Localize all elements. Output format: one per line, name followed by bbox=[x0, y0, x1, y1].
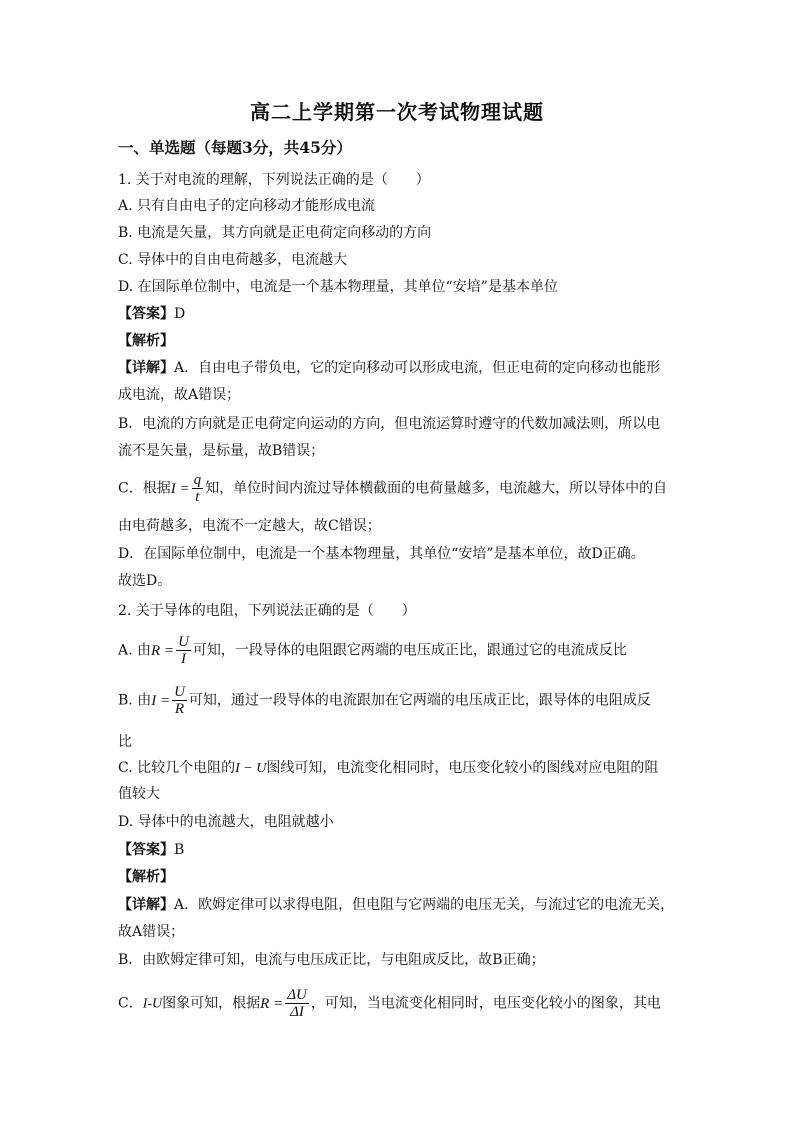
question-1-stem: 1. 关于对电流的理解，下列说法正确的是（ ） bbox=[118, 172, 430, 188]
question-1-analysis-tag: 【解析】 bbox=[118, 333, 174, 349]
question-1-conclusion: 故选D。 bbox=[118, 573, 172, 589]
question-2-option-c-cont: 值较大 bbox=[118, 786, 160, 802]
question-2-detail-a2: 故A错误； bbox=[118, 924, 185, 940]
question-1-answer bbox=[118, 305, 185, 323]
formula-fraction bbox=[285, 987, 309, 1020]
fraction-denominator: t bbox=[195, 489, 200, 505]
question-1-option-d: D. 在国际单位制中，电流是一个基本物理量，其单位“安培”是基本单位 bbox=[118, 279, 558, 295]
answer-tag: 【答案】 bbox=[118, 306, 174, 322]
question-1-detail-c1 bbox=[118, 472, 667, 505]
question-1-detail-b1: B．电流的方向就是正电荷定向运动的方向，但电流运算时遵守的代数加减法则，所以电 bbox=[118, 416, 661, 432]
detail-c-rest: ，可知，当电流变化相同时，电压变化较小的图象，其电 bbox=[310, 995, 661, 1012]
question-2-option-b-cont: 比 bbox=[118, 734, 132, 750]
answer-tag: 【答案】 bbox=[118, 842, 174, 858]
question-1-option-b: B. 电流是矢量，其方向就是正电荷定向移动的方向 bbox=[118, 225, 432, 241]
question-2-analysis-tag: 【解析】 bbox=[118, 869, 174, 885]
detail-tag: 【详解】 bbox=[118, 360, 174, 376]
formula-lhs: R = bbox=[260, 995, 284, 1012]
option-a-prefix: A. 由 bbox=[118, 642, 152, 659]
detail-c-prefix: C． bbox=[118, 995, 143, 1012]
page-title: 高二上学期第一次考试物理试题 bbox=[250, 100, 544, 124]
detail-text: A．欧姆定律可以求得电阻，但电阻与它两端的电压无关，与流过它的电流无关， bbox=[174, 897, 675, 913]
iu-math: I-U bbox=[142, 996, 163, 1012]
question-1-detail-a1 bbox=[118, 359, 660, 377]
answer-value: B bbox=[174, 842, 185, 858]
formula-fraction bbox=[176, 634, 191, 667]
fraction-numerator: U bbox=[174, 684, 185, 700]
option-c-prefix: C. 比较几个电阻的 bbox=[118, 760, 236, 776]
formula-fraction bbox=[192, 472, 204, 505]
question-2-option-b bbox=[118, 684, 651, 717]
question-1-detail-c2: 由电荷越多，电流不一定越大，故C错误； bbox=[118, 518, 381, 534]
question-2-detail-b: B．由欧姆定律可知，电流与电压成正比，与电阻成反比，故B正确； bbox=[118, 952, 545, 968]
option-c-rest: 图线可知，电流变化相同时，电压变化较小的图线对应电阻的阻 bbox=[266, 760, 659, 776]
detail-c-rest: 知，单位时间内流过导体横截面的电荷量越多，电流越大，所以导体中的自 bbox=[205, 480, 668, 497]
question-1-detail-a2: 成电流，故A错误； bbox=[118, 387, 241, 403]
fraction-denominator: ΔI bbox=[290, 1004, 304, 1020]
answer-value: D bbox=[174, 306, 186, 322]
iu-math: I − U bbox=[235, 761, 267, 776]
question-1-option-a: A. 只有自由电子的定向移动才能形成电流 bbox=[118, 198, 376, 214]
question-2-option-d: D. 导体中的电流越大，电阻就越小 bbox=[118, 814, 334, 830]
question-2-stem: 2. 关于导体的电阻，下列说法正确的是（ ） bbox=[118, 603, 416, 619]
formula-lhs: I = bbox=[151, 692, 171, 709]
section-heading: 一、单选题（每题3分，共45分） bbox=[118, 138, 352, 157]
formula-fraction bbox=[172, 684, 187, 717]
question-2-detail-a1 bbox=[118, 896, 674, 914]
question-1-option-c: C. 导体中的自由电荷越多，电流越大 bbox=[118, 252, 348, 268]
formula-lhs: I = bbox=[170, 480, 190, 497]
question-2-option-a bbox=[118, 634, 627, 667]
question-2-answer bbox=[118, 841, 184, 859]
question-2-detail-c bbox=[118, 987, 661, 1020]
option-b-rest: 可知，通过一段导体的电流跟加在它两端的电压成正比，跟导体的电阻成反 bbox=[188, 692, 651, 709]
formula-lhs: R = bbox=[151, 642, 175, 659]
fraction-numerator: q bbox=[193, 472, 202, 488]
fraction-denominator: R bbox=[174, 701, 185, 717]
fraction-numerator: U bbox=[178, 634, 189, 650]
option-b-prefix: B. 由 bbox=[118, 692, 152, 709]
question-1-detail-d: D．在国际单位制中，电流是一个基本物理量，其单位“安培”是基本单位，故D正确。 bbox=[118, 546, 645, 562]
question-2-option-c bbox=[118, 759, 658, 778]
question-1-detail-b2: 流不是矢量，是标量，故B错误； bbox=[118, 443, 325, 459]
detail-text: A．自由电子带负电，它的定向移动可以形成电流，但正电荷的定向移动也能形 bbox=[174, 360, 661, 376]
fraction-numerator: ΔU bbox=[287, 987, 307, 1003]
detail-tag: 【详解】 bbox=[118, 897, 174, 913]
detail-c-mid: 图象可知，根据 bbox=[162, 995, 261, 1012]
detail-c-prefix: C．根据 bbox=[118, 480, 171, 497]
fraction-denominator: I bbox=[180, 651, 186, 667]
option-a-rest: 可知，一段导体的电阻跟它两端的电压成正比，跟通过它的电流成反比 bbox=[192, 642, 627, 659]
